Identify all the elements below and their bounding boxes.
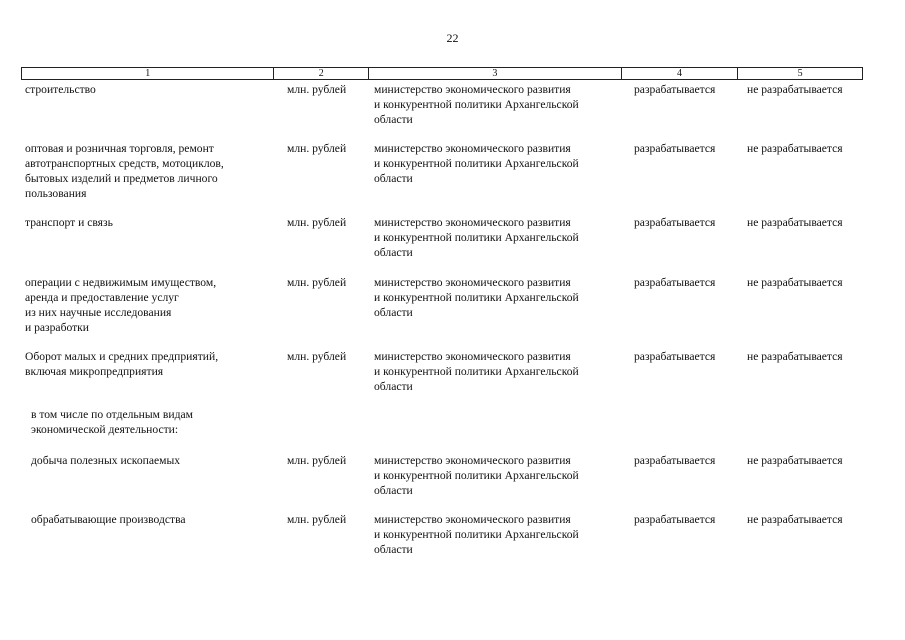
unit-of-measure: млн. рублей	[287, 454, 347, 467]
responsible-body: министерство экономического развития и конкурентной политики Архангельской области	[374, 276, 579, 319]
indicator-name: добыча полезных ископаемых	[31, 454, 181, 467]
status-col4: разрабатывается	[634, 276, 716, 289]
unit-of-measure: млн. рублей	[287, 513, 347, 526]
unit-of-measure: млн. рублей	[287, 276, 347, 289]
unit-of-measure: млн. рублей	[287, 142, 347, 155]
unit-of-measure: млн. рублей	[287, 216, 347, 229]
unit-of-measure: млн. рублей	[287, 350, 347, 363]
status-col5: не разрабатывается	[747, 513, 843, 526]
status-col5: не разрабатывается	[747, 276, 843, 289]
column-header-4: 4	[622, 68, 739, 79]
indicator-name: транспорт и связь	[25, 216, 113, 229]
status-col5: не разрабатывается	[747, 454, 843, 467]
indicator-name: операции с недвижимым имуществом, аренда и предоставление услуг из них научные исследования и разработки	[25, 276, 217, 334]
responsible-body: министерство экономического развития и конкурентной политики Архангельской области	[374, 513, 579, 556]
page-number: 22	[446, 31, 459, 45]
status-col5: не разрабатывается	[747, 142, 843, 155]
unit-of-measure: млн. рублей	[287, 83, 347, 96]
status-col5: не разрабатывается	[747, 216, 843, 229]
status-col4: разрабатывается	[634, 142, 716, 155]
indicator-name: в том числе по отдельным видам экономической деятельности:	[31, 408, 193, 436]
responsible-body: министерство экономического развития и конкурентной политики Архангельской области	[374, 216, 579, 259]
status-col5: не разрабатывается	[747, 350, 843, 363]
indicator-name: обрабатывающие производства	[31, 513, 186, 526]
responsible-body: министерство экономического развития и конкурентной политики Архангельской области	[374, 83, 579, 126]
status-col4: разрабатывается	[634, 216, 716, 229]
column-header-5: 5	[797, 68, 803, 79]
indicator-name: Оборот малых и средних предприятий, включая микропредприятия	[25, 350, 219, 378]
responsible-body: министерство экономического развития и конкурентной политики Архангельской области	[374, 350, 579, 393]
status-col5: не разрабатывается	[747, 83, 843, 96]
status-col4: разрабатывается	[634, 513, 716, 526]
status-col4: разрабатывается	[634, 454, 716, 467]
column-header-3: 3	[369, 68, 621, 79]
column-header-2: 2	[274, 68, 369, 79]
status-col4: разрабатывается	[634, 83, 716, 96]
table-header	[21, 67, 863, 80]
column-header-1: 1	[22, 68, 274, 79]
responsible-body: министерство экономического развития и конкурентной политики Архангельской области	[374, 454, 579, 497]
indicator-name: оптовая и розничная торговля, ремонт автотранспортных средств, мотоциклов, бытовых изделий и предметов личного пользования	[25, 142, 224, 200]
responsible-body: министерство экономического развития и конкурентной политики Архангельской области	[374, 142, 579, 185]
indicator-name: строительство	[25, 83, 96, 96]
status-col4: разрабатывается	[634, 350, 716, 363]
